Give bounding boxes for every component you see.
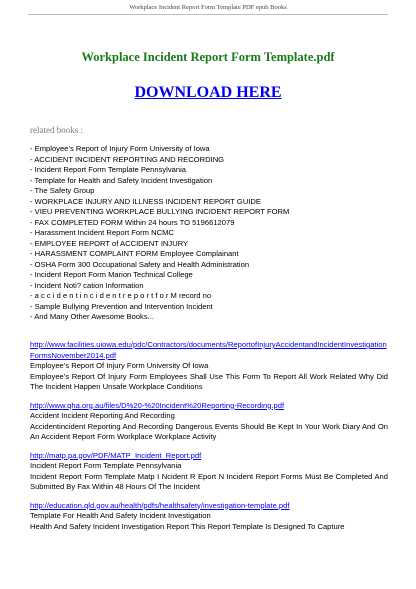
entry-title: Template For Health And Safety Incident Investigation xyxy=(30,511,211,520)
entry-description: Incident Report Form Template Matp I Ncident R Eport N Incident Report Forms Must Be Completed And Submitted By Fax Within 48 Hours Of The Incident xyxy=(30,471,388,491)
list-item: - The Safety Group xyxy=(30,186,95,195)
result-entry xyxy=(30,501,388,533)
list-item: - HARASSMENT COMPLAINT FORM Employee Complainant xyxy=(30,249,239,258)
list-item: - Employee’s Report of Injury Form University of Iowa xyxy=(30,144,210,153)
list-item: - Incident Report Form Marion Technical College xyxy=(30,270,193,279)
related-books-list xyxy=(30,144,390,323)
result-entry xyxy=(30,401,388,443)
header-divider xyxy=(28,14,388,15)
entry-title: Accident Incident Reporting And Recording xyxy=(30,411,175,420)
entry-url-link[interactable]: http://matp.pa.gov/PDF/MATP_Incident_Report.pdf xyxy=(30,450,202,460)
list-item: - Template for Health and Safety Incident Investigation xyxy=(30,175,213,185)
list-item: - Harassment Incident Report Form NCMC xyxy=(30,228,174,237)
list-item: - ACCIDENT INCIDENT REPORTING AND RECORDING xyxy=(30,154,225,164)
list-item: - Incident Report Form Template Pennsylvania xyxy=(30,165,187,174)
entry-title: Incident Report Form Template Pennsylvania xyxy=(30,461,182,470)
list-item: - FAX COMPLETED FORM Within 24 hours TO 5196612079 xyxy=(30,217,235,227)
entry-description: Health And Safety Incident Investigation Report This Report Template Is Designed To Capture xyxy=(30,521,345,531)
related-books-label: related books : xyxy=(30,125,83,135)
entry-description: Accidentincident Reporting And Recording Dangerous Events Should Be Kept In Your Work Diary And On An Accident Report Form Workplace Workplace Activity xyxy=(30,421,388,441)
list-item: - OSHA Form 300 Occupational Safety and Health Administration xyxy=(30,259,250,269)
result-entry xyxy=(30,340,388,393)
result-entries xyxy=(30,340,388,540)
page-header: Workplace Incident Report Form Template PDF epub Books xyxy=(129,4,287,11)
list-item: - And Many Other Awesome Books... xyxy=(30,312,154,321)
entry-url-link[interactable]: http://www.qha.org.au/files/D%20-%20Incident%20Reporting-Recording.pdf xyxy=(30,400,285,410)
list-item: - Sample Bullying Prevention and Intervention Incident xyxy=(30,301,213,311)
list-item: - a c c i d e n t i n c i d e n t r e p o r t f o r M record no xyxy=(30,291,212,300)
list-item: - WORKPLACE INJURY AND ILLNESS INCIDENT REPORT GUIDE xyxy=(30,196,261,206)
entry-title: Employee’s Report Of Injury Form University Of Iowa xyxy=(30,361,209,370)
download-link[interactable]: DOWNLOAD HERE xyxy=(134,84,282,101)
list-item: - EMPLOYEE REPORT of ACCIDENT INJURY xyxy=(30,238,189,248)
result-entry xyxy=(30,451,388,493)
list-item: - VIEU PREVENTING WORKPLACE BULLYING INCIDENT REPORT FORM xyxy=(30,207,290,216)
entry-url-link[interactable]: http://www.facilities.uiowa.edu/pdc/Contractors/documents/ReportofInjuryAccidentandIncidentInvestigationFormsNovember2014.pdf xyxy=(30,340,387,360)
entry-url-link[interactable]: http://education.qld.gov.au/health/pdfs/healthsafety/investigation-template.pdf xyxy=(30,500,290,510)
document-title: Workplace Incident Report Form Template.pdf xyxy=(81,50,335,64)
list-item: - Incident Noti? cation Information xyxy=(30,280,144,290)
entry-description: Employee’s Report Of Injury Form Employees Shall Use This Form To Report All Work Related Why Did The Incident Happen Unsafe Workplace Conditions xyxy=(30,371,388,391)
